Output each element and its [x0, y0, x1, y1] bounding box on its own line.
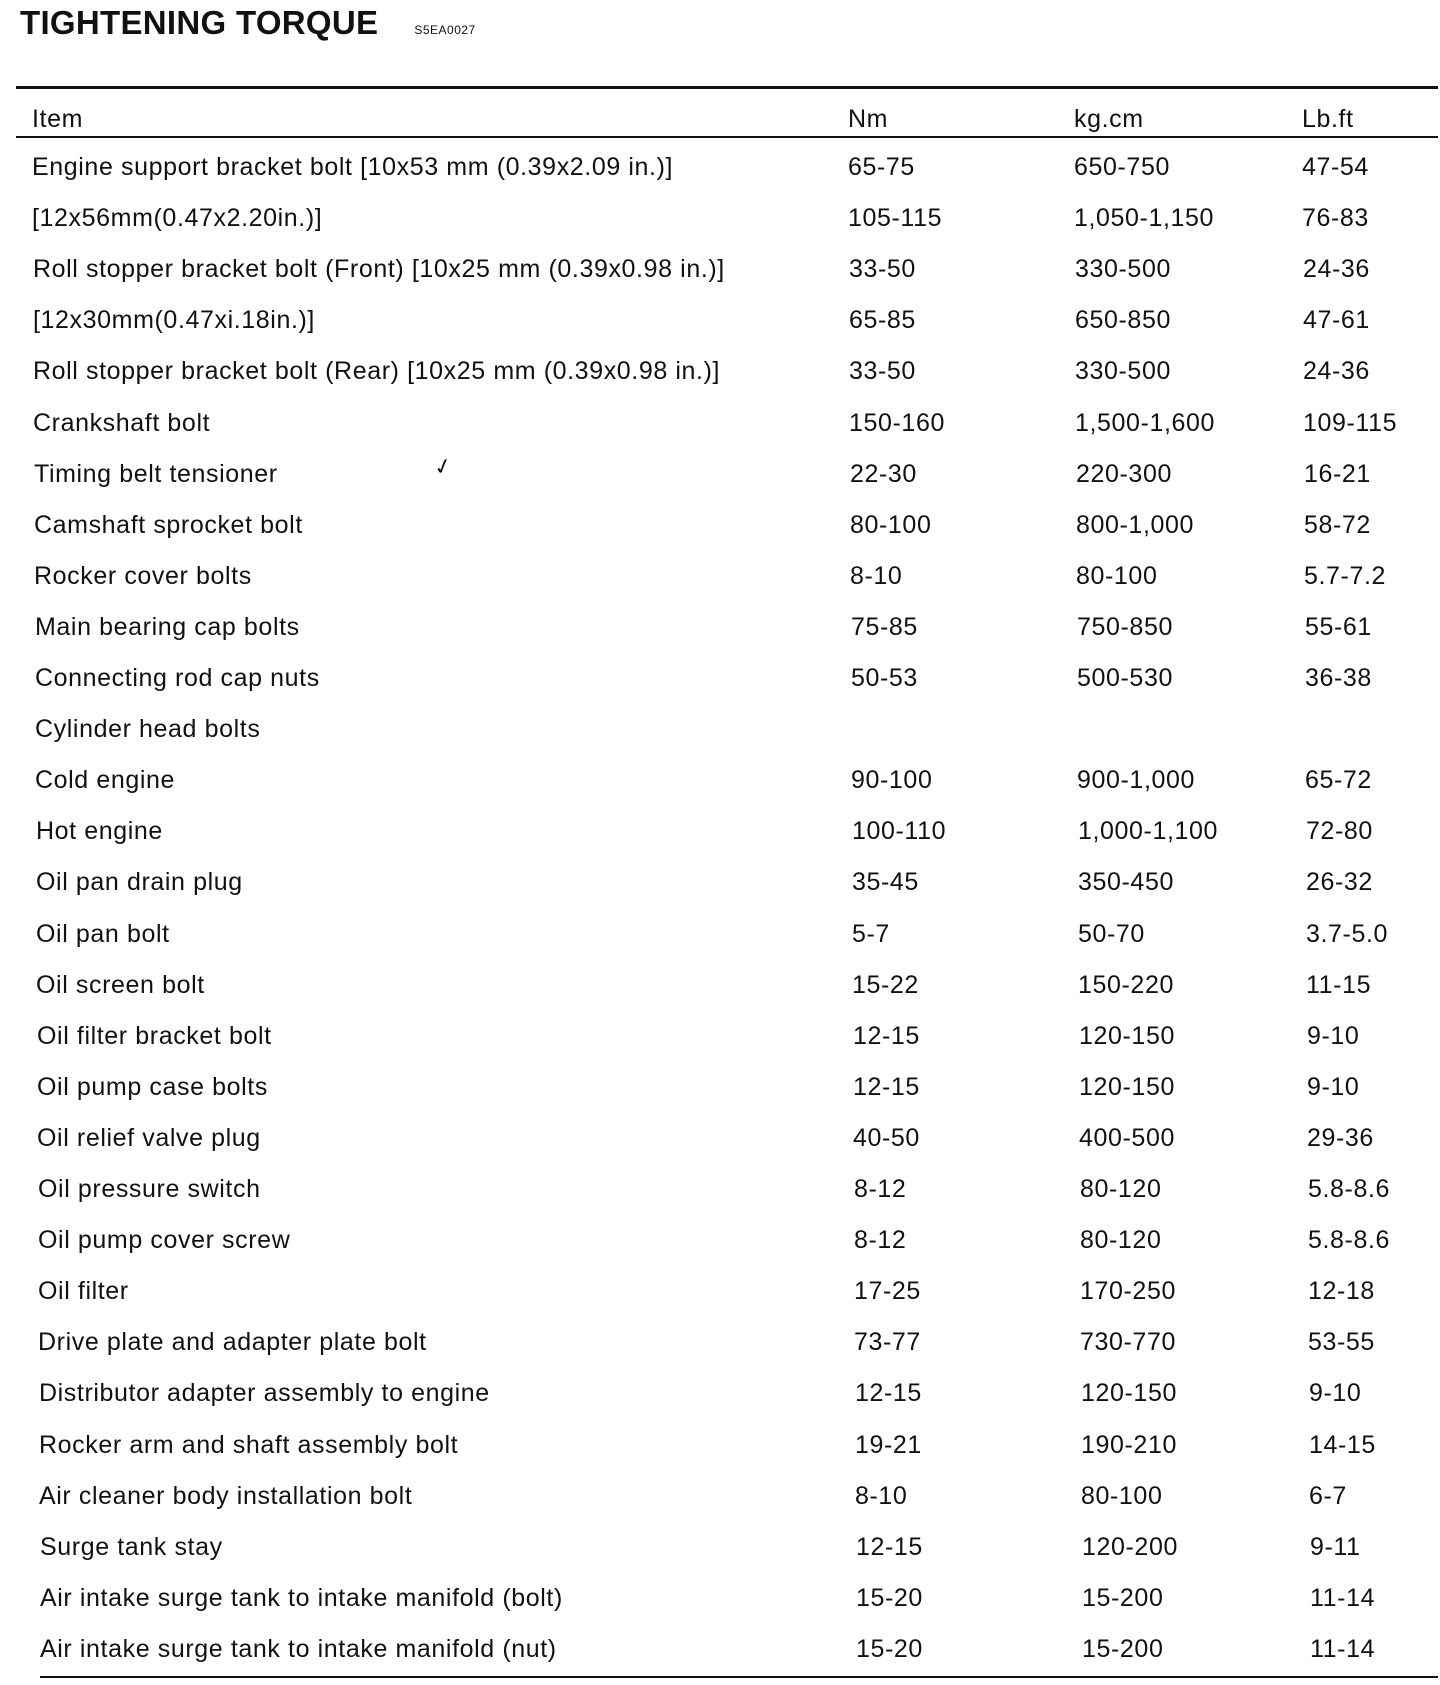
- row-kgcm-cell: 80-100: [1076, 561, 1158, 590]
- row-nm-cell: 8-12: [854, 1175, 907, 1203]
- row-lbft-cell: 9-11: [1310, 1532, 1361, 1561]
- row-kgcm-cell: 730-770: [1080, 1328, 1176, 1357]
- table-row: [0, 305, 1440, 356]
- row-kgcm-cell: 170-250: [1080, 1277, 1176, 1306]
- table-row: [0, 919, 1440, 970]
- row-nm-cell: 12-15: [853, 1021, 920, 1050]
- row-item-cell: Air intake surge tank to intake manifold (bolt): [40, 1583, 563, 1612]
- row-item-cell: Timing belt tensioner: [34, 459, 278, 488]
- row-item-cell: Rocker cover bolts: [34, 561, 252, 590]
- table-row: [0, 1123, 1440, 1174]
- row-nm-cell: 15-20: [856, 1583, 923, 1612]
- row-kgcm-cell: 650-750: [1074, 153, 1170, 181]
- row-item-cell: Engine support bracket bolt [10x53 mm (0.39x2.09 in.)]: [32, 153, 674, 181]
- table-row: [0, 1430, 1440, 1481]
- table-row: [0, 816, 1440, 867]
- table-row: [0, 970, 1440, 1021]
- row-kgcm-cell: 50-70: [1078, 919, 1145, 948]
- table-row: [0, 1378, 1440, 1429]
- row-kgcm-cell: 750-850: [1077, 612, 1173, 641]
- row-nm-cell: 35-45: [852, 868, 919, 897]
- row-lbft-cell: 6-7: [1309, 1481, 1347, 1510]
- table-row: [0, 867, 1440, 918]
- table-row: [0, 1481, 1440, 1532]
- table-row: [0, 1583, 1440, 1634]
- row-item-cell: Roll stopper bracket bolt (Front) [10x25 mm (0.39x0.98 in.)]: [33, 255, 725, 284]
- page-title: TIGHTENING TORQUE: [20, 4, 379, 41]
- table-row: [0, 459, 1440, 510]
- row-lbft-cell: 12-18: [1308, 1277, 1375, 1306]
- table-row: [0, 203, 1440, 254]
- row-kgcm-cell: 120-150: [1079, 1072, 1175, 1101]
- column-header-lbft: Lb.ft: [1302, 105, 1354, 133]
- row-item-cell: Distributor adapter assembly to engine: [39, 1379, 490, 1408]
- row-nm-cell: 8-12: [854, 1226, 907, 1255]
- row-kgcm-cell: 1,050-1,150: [1074, 204, 1215, 233]
- row-item-cell: Surge tank stay: [40, 1532, 223, 1561]
- row-lbft-cell: 14-15: [1309, 1430, 1376, 1459]
- row-item-cell: Air cleaner body installation bolt: [39, 1481, 413, 1510]
- row-nm-cell: 65-85: [849, 306, 916, 335]
- row-lbft-cell: 9-10: [1307, 1021, 1360, 1050]
- column-header-nm: Nm: [848, 105, 889, 133]
- row-kgcm-cell: 120-150: [1079, 1021, 1175, 1050]
- table-header-row: [0, 104, 1440, 155]
- row-nm-cell: 50-53: [851, 664, 918, 692]
- row-nm-cell: 22-30: [850, 459, 917, 488]
- row-lbft-cell: 47-54: [1302, 153, 1369, 181]
- row-kgcm-cell: 1,000-1,100: [1078, 817, 1219, 846]
- row-nm-cell: 65-75: [848, 153, 915, 181]
- row-nm-cell: 12-15: [856, 1532, 923, 1561]
- row-kgcm-cell: 500-530: [1077, 664, 1173, 692]
- row-item-cell: Oil pan bolt: [36, 919, 170, 948]
- row-lbft-cell: 5.7-7.2: [1304, 561, 1387, 590]
- table-row: [0, 152, 1440, 203]
- row-item-cell: Crankshaft bolt: [33, 408, 211, 437]
- row-kgcm-cell: 150-220: [1078, 970, 1174, 999]
- row-nm-cell: 8-10: [855, 1481, 908, 1510]
- pen-check-mark: ✓: [430, 452, 456, 481]
- table-row: [0, 1174, 1440, 1225]
- row-lbft-cell: 76-83: [1302, 204, 1369, 233]
- row-nm-cell: 12-15: [853, 1072, 920, 1101]
- row-kgcm-cell: 80-120: [1080, 1175, 1162, 1203]
- table-row: [0, 765, 1440, 816]
- row-nm-cell: 8-10: [850, 561, 903, 590]
- row-nm-cell: 15-20: [856, 1634, 923, 1663]
- row-lbft-cell: 36-38: [1305, 664, 1372, 692]
- row-kgcm-cell: 120-200: [1082, 1532, 1178, 1561]
- row-item-cell: Drive plate and adapter plate bolt: [38, 1328, 427, 1357]
- table-row: [0, 1634, 1440, 1685]
- row-item-cell: Camshaft sprocket bolt: [34, 510, 303, 539]
- row-lbft-cell: 72-80: [1306, 817, 1373, 846]
- row-lbft-cell: 11-14: [1310, 1583, 1376, 1612]
- row-nm-cell: 5-7: [852, 919, 890, 948]
- row-kgcm-cell: 190-210: [1081, 1430, 1177, 1459]
- row-lbft-cell: 24-36: [1303, 255, 1370, 284]
- row-item-cell: Oil filter: [38, 1277, 129, 1306]
- row-lbft-cell: 109-115: [1303, 408, 1398, 437]
- row-kgcm-cell: 900-1,000: [1077, 766, 1195, 795]
- table-row: [0, 1276, 1440, 1327]
- row-item-cell: Oil screen bolt: [36, 970, 205, 999]
- row-nm-cell: 17-25: [854, 1277, 921, 1306]
- row-lbft-cell: 26-32: [1306, 868, 1373, 897]
- row-item-cell: Hot engine: [36, 817, 163, 846]
- row-item-cell: Roll stopper bracket bolt (Rear) [10x25 mm (0.39x0.98 in.)]: [33, 357, 721, 386]
- row-item-cell: Cold engine: [35, 766, 176, 795]
- table-row: [0, 561, 1440, 612]
- heading: [20, 4, 476, 42]
- row-lbft-cell: 9-10: [1309, 1379, 1362, 1408]
- row-kgcm-cell: 350-450: [1078, 868, 1174, 897]
- row-kgcm-cell: 80-120: [1080, 1226, 1162, 1255]
- table-row: [0, 1072, 1440, 1123]
- table-row: [0, 1021, 1440, 1072]
- row-lbft-cell: 55-61: [1305, 612, 1372, 641]
- row-nm-cell: 90-100: [851, 766, 933, 795]
- row-nm-cell: 19-21: [855, 1430, 922, 1459]
- table-row: [0, 510, 1440, 561]
- row-kgcm-cell: 15-200: [1082, 1583, 1164, 1612]
- row-kgcm-cell: 330-500: [1075, 357, 1171, 386]
- row-nm-cell: 75-85: [851, 612, 918, 641]
- column-header-item: Item: [32, 105, 84, 133]
- row-nm-cell: 150-160: [849, 408, 945, 437]
- row-kgcm-cell: 80-100: [1081, 1481, 1163, 1510]
- row-nm-cell: 73-77: [854, 1328, 921, 1357]
- row-nm-cell: 80-100: [850, 510, 932, 539]
- row-lbft-cell: 5.8-8.6: [1308, 1175, 1391, 1203]
- column-header-kgcm: kg.cm: [1074, 105, 1144, 133]
- row-lbft-cell: 65-72: [1305, 766, 1372, 795]
- row-nm-cell: 40-50: [853, 1123, 920, 1152]
- row-item-cell: Oil pressure switch: [38, 1175, 261, 1203]
- document-code: S5EA0027: [414, 23, 476, 37]
- row-item-cell: [12x30mm(0.47xi.18in.)]: [33, 306, 315, 335]
- table-row: [0, 254, 1440, 305]
- row-kgcm-cell: 800-1,000: [1076, 510, 1194, 539]
- row-lbft-cell: 9-10: [1307, 1072, 1360, 1101]
- row-item-cell: Main bearing cap bolts: [35, 612, 300, 641]
- row-kgcm-cell: 400-500: [1079, 1123, 1175, 1152]
- table-top-rule: [16, 86, 1438, 89]
- row-kgcm-cell: 1,500-1,600: [1075, 408, 1216, 437]
- row-item-cell: Air intake surge tank to intake manifold (nut): [40, 1634, 557, 1663]
- row-lbft-cell: 11-14: [1310, 1634, 1376, 1663]
- table-row: [0, 1327, 1440, 1378]
- row-lbft-cell: 3.7-5.0: [1306, 919, 1389, 948]
- row-nm-cell: 12-15: [855, 1379, 922, 1408]
- row-item-cell: Oil pump case bolts: [37, 1072, 268, 1101]
- table-row: [0, 1532, 1440, 1583]
- row-item-cell: Connecting rod cap nuts: [35, 664, 320, 692]
- table-row: [0, 356, 1440, 407]
- row-nm-cell: 100-110: [852, 817, 947, 846]
- row-item-cell: Oil pump cover screw: [38, 1226, 291, 1255]
- row-lbft-cell: 5.8-8.6: [1308, 1226, 1391, 1255]
- row-item-cell: Rocker arm and shaft assembly bolt: [39, 1430, 459, 1459]
- row-kgcm-cell: 650-850: [1075, 306, 1171, 335]
- table-row: [0, 663, 1440, 714]
- table-row: [0, 408, 1440, 459]
- row-item-cell: Cylinder head bolts: [35, 715, 261, 744]
- table-row: [0, 1225, 1440, 1276]
- row-kgcm-cell: 15-200: [1082, 1634, 1164, 1663]
- row-lbft-cell: 58-72: [1304, 510, 1371, 539]
- row-lbft-cell: 29-36: [1307, 1123, 1374, 1152]
- row-nm-cell: 33-50: [849, 255, 916, 284]
- row-nm-cell: 15-22: [852, 970, 919, 999]
- row-kgcm-cell: 120-150: [1081, 1379, 1177, 1408]
- row-lbft-cell: 24-36: [1303, 357, 1370, 386]
- row-lbft-cell: 47-61: [1303, 306, 1370, 335]
- table-row: [0, 714, 1440, 765]
- row-lbft-cell: 11-15: [1306, 970, 1372, 999]
- table-row: [0, 612, 1440, 663]
- row-kgcm-cell: 220-300: [1076, 459, 1172, 488]
- row-item-cell: Oil relief valve plug: [37, 1123, 261, 1152]
- row-lbft-cell: 16-21: [1304, 459, 1371, 488]
- row-lbft-cell: 53-55: [1308, 1328, 1375, 1357]
- row-nm-cell: 33-50: [849, 357, 916, 386]
- row-item-cell: Oil pan drain plug: [36, 868, 243, 897]
- row-nm-cell: 105-115: [848, 204, 943, 233]
- row-item-cell: [12x56mm(0.47x2.20in.)]: [32, 204, 323, 233]
- row-kgcm-cell: 330-500: [1075, 255, 1171, 284]
- row-item-cell: Oil filter bracket bolt: [37, 1021, 272, 1050]
